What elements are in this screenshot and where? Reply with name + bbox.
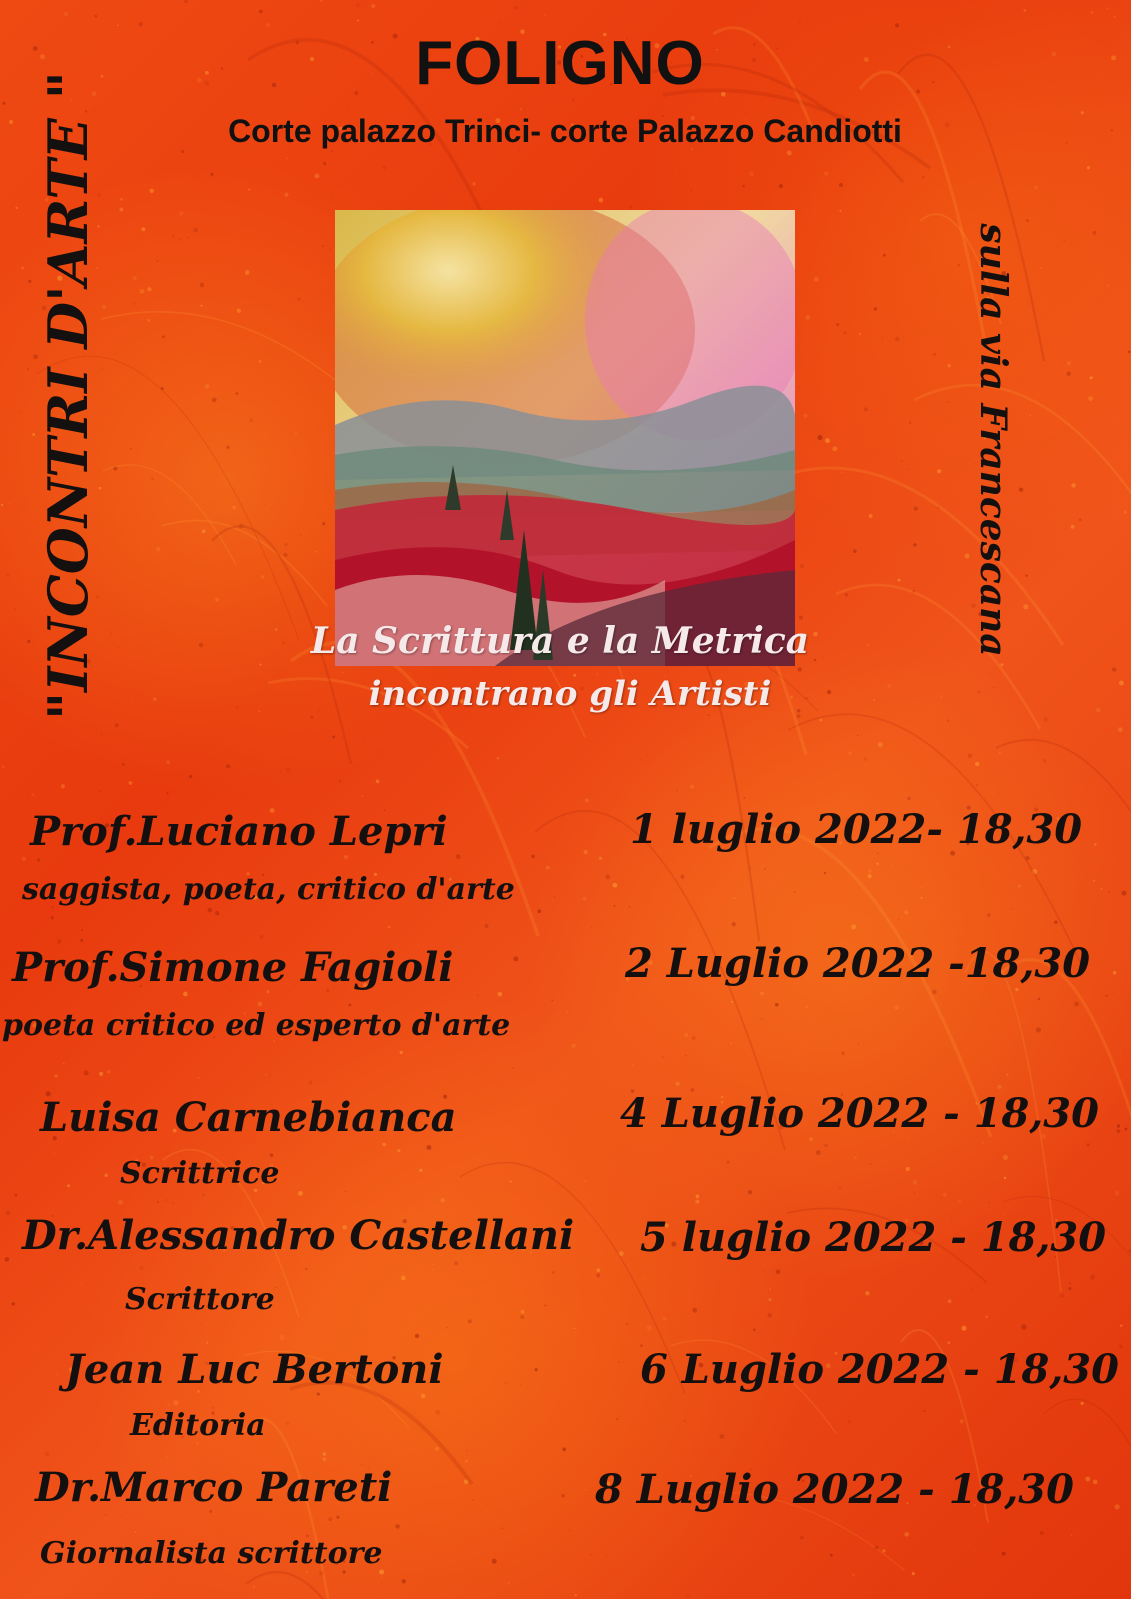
speaker-date: 6 Luglio 2022 - 18,30 — [640, 1346, 1119, 1393]
speaker-name: Prof.Simone Fagioli — [12, 944, 454, 991]
landscape-painting-icon — [335, 210, 795, 666]
speaker-date: 2 Luglio 2022 -18,30 — [625, 940, 1091, 987]
speaker-role: Scrittore — [125, 1282, 275, 1317]
speaker-role: Editoria — [130, 1408, 266, 1443]
speaker-date: 1 luglio 2022- 18,30 — [630, 806, 1083, 853]
speaker-date: 4 Luglio 2022 - 18,30 — [620, 1090, 1099, 1137]
speaker-role: Scrittrice — [120, 1156, 280, 1191]
speaker-role: poeta critico ed esperto d'arte — [2, 1008, 511, 1043]
event-subtitle-vertical: sulla via Francescana — [972, 223, 1014, 657]
speaker-name: Jean Luc Bertoni — [65, 1346, 444, 1393]
speaker-name: Dr.Marco Pareti — [35, 1464, 393, 1511]
speaker-name: Luisa Carnebianca — [40, 1094, 457, 1141]
speaker-date: 5 luglio 2022 - 18,30 — [640, 1214, 1107, 1261]
speaker-date: 8 Luglio 2022 - 18,30 — [595, 1466, 1074, 1513]
speaker-name: Prof.Luciano Lepri — [30, 808, 448, 855]
city-title: FOLIGNO — [415, 29, 705, 98]
tagline-line-1: La Scrittura e la Metrica — [310, 620, 810, 662]
venue-subtitle: Corte palazzo Trinci- corte Palazzo Candiotti — [228, 113, 902, 149]
event-title-vertical: "INCONTRI D'ARTE " — [36, 71, 100, 720]
speaker-role: Giornalista scrittore — [40, 1536, 383, 1571]
speaker-name: Dr.Alessandro Castellani — [22, 1212, 575, 1259]
speaker-role: saggista, poeta, critico d'arte — [22, 872, 515, 907]
tagline-line-2: incontrano gli Artisti — [368, 674, 772, 714]
